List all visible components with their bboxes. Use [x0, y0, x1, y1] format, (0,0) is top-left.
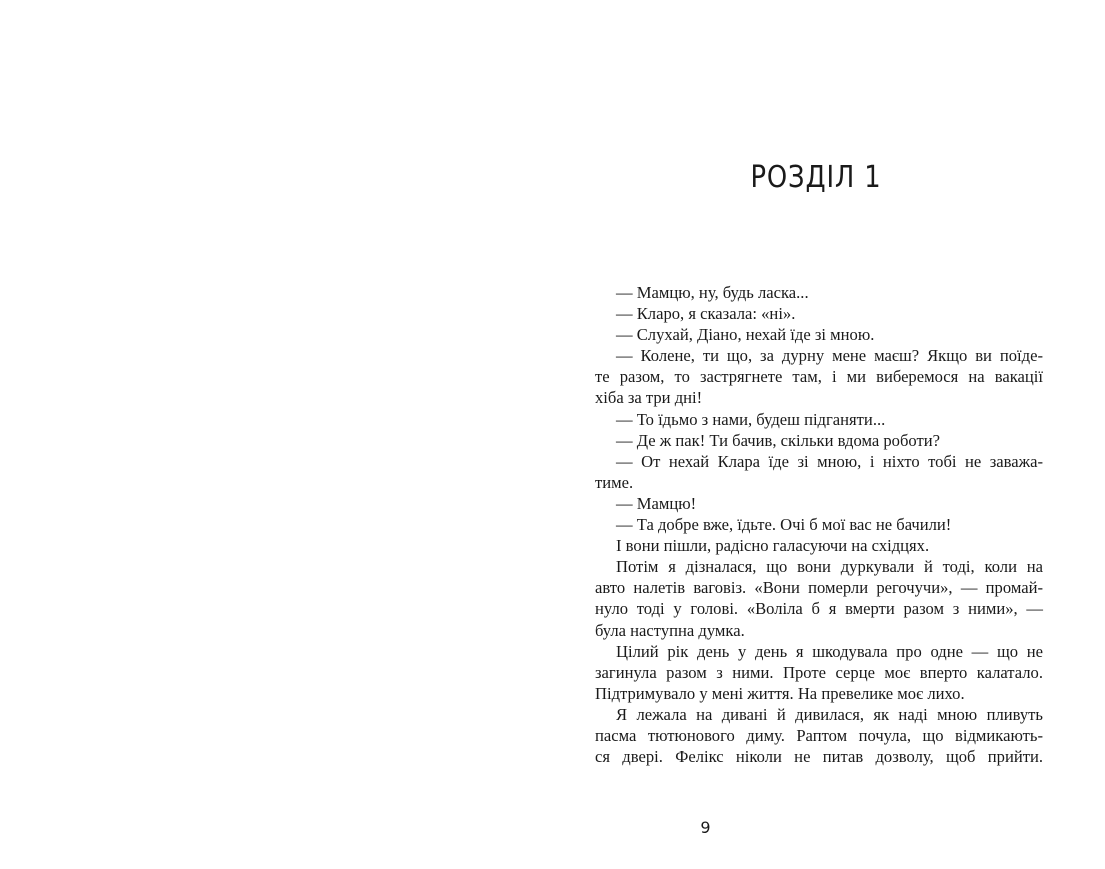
text-line: [595, 683, 1043, 704]
text-line: [595, 345, 1043, 366]
left-page-blank: [0, 0, 552, 869]
text-line-content: була наступна думка.: [595, 620, 745, 640]
text-line-content: загинула разом з ними. Проте серце моє вперто калатало.: [595, 662, 1043, 682]
page-number: 9: [700, 818, 711, 837]
chapter-title: РОЗДІЛ 1: [750, 160, 882, 195]
text-line-content: — Кларо, я сказала: «ні».: [616, 304, 796, 324]
text-line-content: Потім я дізналася, що вони дуркували й тоді, коли на: [616, 557, 1043, 577]
text-line: [595, 303, 1043, 324]
text-line: [595, 472, 1043, 493]
text-line: [595, 324, 1043, 345]
text-line: [595, 598, 1043, 619]
text-line-content: — Мамцю!: [616, 493, 697, 513]
text-line: [595, 451, 1043, 472]
text-line: [595, 387, 1043, 408]
text-line: [595, 577, 1043, 598]
text-line-content: пасма тютюнового диму. Раптом почула, що відмикають-: [595, 725, 1043, 745]
right-page: [552, 0, 1105, 869]
text-line-content: те разом, то застрягнете там, і ми виберемося на вакації: [595, 367, 1043, 387]
text-line-content: І вони пішли, радісно галасуючи на східцях.: [616, 536, 930, 556]
text-line-content: хіба за три дні!: [595, 388, 703, 408]
text-line: [595, 514, 1043, 535]
text-line-content: — Де ж пак! Ти бачив, скільки вдома роботи?: [616, 430, 940, 450]
text-line-content: Я лежала на дивані й дивилася, як наді мною пливуть: [616, 704, 1043, 724]
text-line-content: ся двері. Фелікс ніколи не питав дозволу, щоб прийти.: [595, 747, 1043, 767]
text-line-content: тиме.: [595, 472, 634, 492]
text-line-content: — То їдьмо з нами, будеш підганяти...: [616, 409, 886, 429]
text-line-content: — Колене, ти що, за дурну мене маєш? Якщо ви поїде-: [616, 346, 1043, 366]
text-line: [595, 556, 1043, 577]
text-line-content: нуло тоді у голові. «Воліла б я вмерти разом з ними», —: [595, 599, 1043, 619]
text-line: [595, 620, 1043, 641]
text-line: [595, 662, 1043, 683]
text-line-content: Цілий рік день у день я шкодувала про одне — що не: [616, 641, 1043, 661]
text-line-content: — Та добре вже, їдьте. Очі б мої вас не бачили!: [616, 515, 952, 535]
text-line-content: Підтримувало у мені життя. На превелике моє лихо.: [595, 683, 965, 703]
text-line-content: авто налетів ваговіз. «Вони померли регочучи», — промай-: [595, 578, 1043, 598]
text-line-content: — Слухай, Діано, нехай їде зі мною.: [616, 325, 875, 345]
body-text: [595, 282, 1043, 767]
text-line: [595, 430, 1043, 451]
text-line: [595, 704, 1043, 725]
text-line: [595, 366, 1043, 387]
text-line: [595, 725, 1043, 746]
text-line: [595, 746, 1043, 767]
text-line-content: — От нехай Клара їде зі мною, і ніхто тобі не заважа-: [616, 451, 1043, 471]
text-line: [595, 641, 1043, 662]
text-line: [595, 282, 1043, 303]
text-line: [595, 409, 1043, 430]
text-line: [595, 535, 1043, 556]
text-line: [595, 493, 1043, 514]
text-line-content: — Мамцю, ну, будь ласка...: [616, 283, 809, 302]
